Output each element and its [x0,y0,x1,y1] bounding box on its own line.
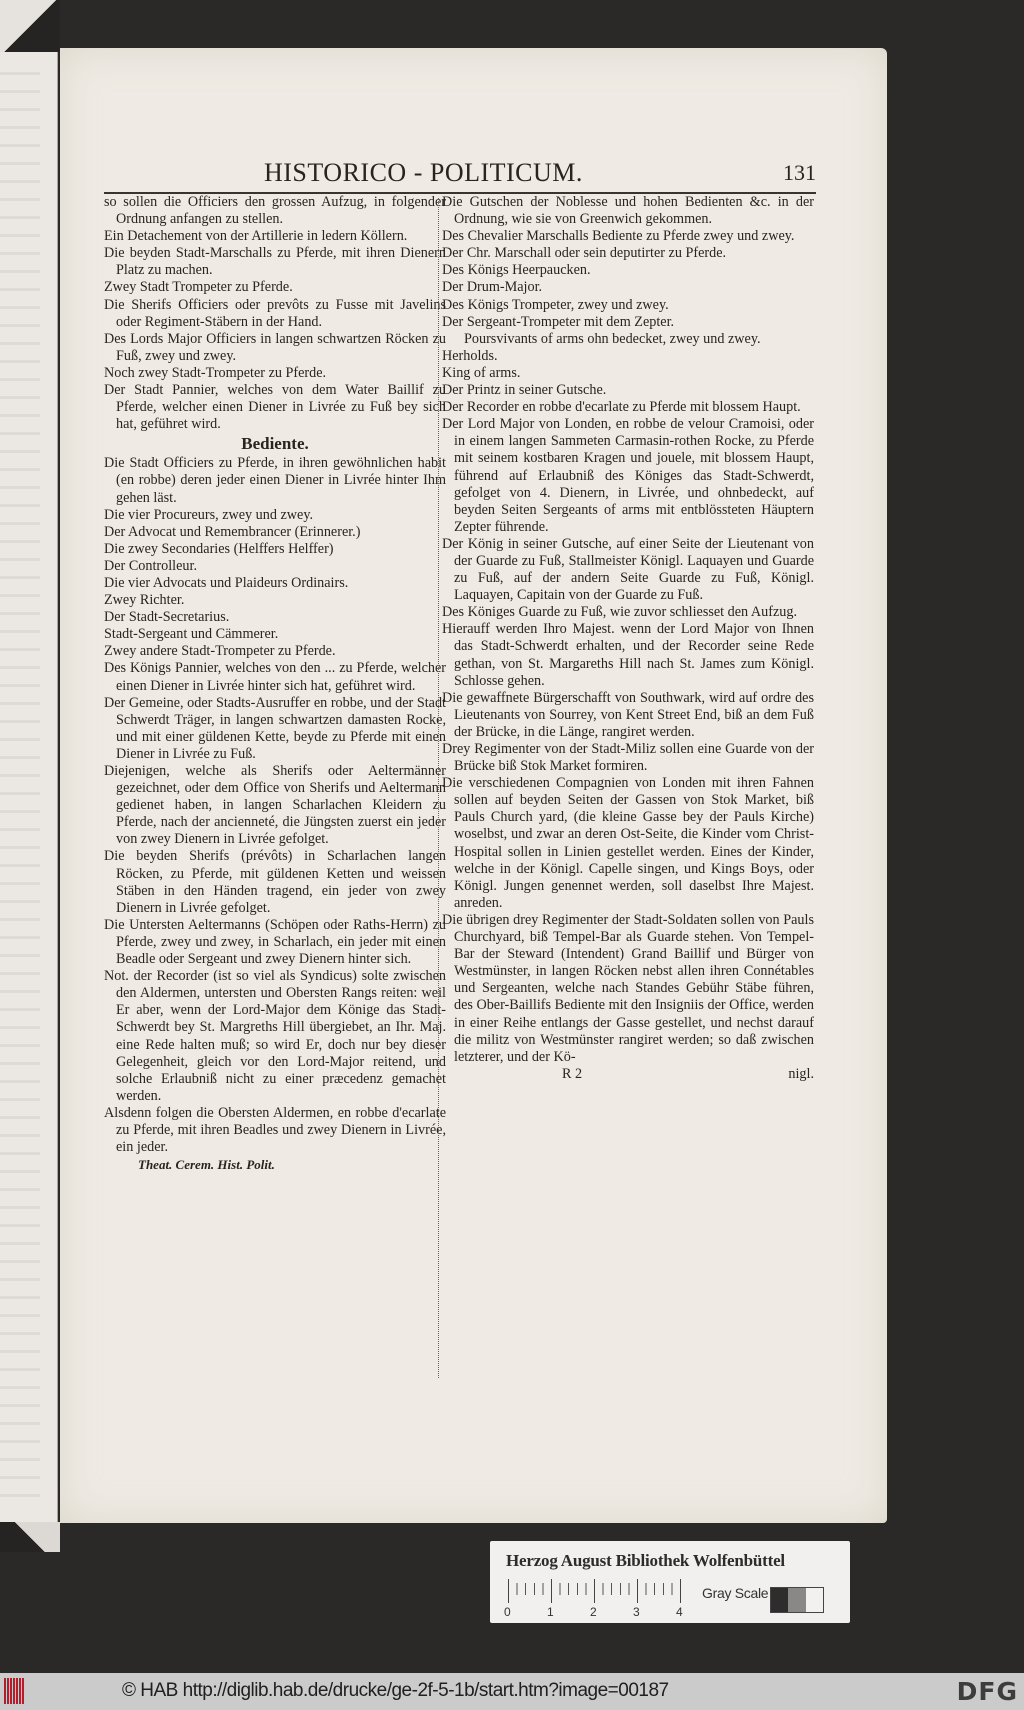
signature-mark: R 2 [562,1065,583,1082]
page-foot-line [442,1066,814,1083]
running-title: HISTORICO - POLITICUM. [264,158,583,187]
procession-entry: Der Controlleur. [104,557,197,574]
procession-entry: Die beyden Stadt-Marschalls zu Pferde, mit ihren Dienern Platz zu machen. [104,245,446,279]
procession-entry: Des Königs Trompeter, zwey und zwey. [442,296,669,313]
procession-entry: Der Sergeant-Trompeter mit dem Zepter. [442,313,675,330]
procession-entry: Poursvivants of arms ohn bedecket, zwey und zwey. [464,330,761,347]
procession-entry: Stadt-Sergeant und Cämmerer. [104,626,279,643]
catchword: nigl. [788,1065,814,1082]
procession-entry: Des Königs Pannier, welches von den ... zu Pferde, welcher einen Diener in Livrée hinter sich hat, geführet wird. [104,660,446,694]
source-citation: Theat. Cerem. Hist. Polit. [138,1157,275,1173]
procession-entry: Die Stadt Officiers zu Pferde, in ihren gewöhnlichen habit (en robbe) deren jeder einen Diener in Livrée hinter Ihm gehen läst. [104,455,446,506]
footer-bar [0,1673,1024,1710]
left-column [104,194,446,1173]
swatch-mid [788,1588,805,1612]
procession-entry: Der Printz in seiner Gutsche. [442,382,607,399]
procession-entry: Der König in seiner Gutsche, auf einer Seite der Lieutenant von der Guarde zu Fuß, Stallmeister Königl. Laquayen und Guarde zu Fuß, auf der andern Seite Guarde zu Fuß, Königl. Laquayen, Capitain von der Guarde zu Fuß. [442,535,814,604]
ruler-label: 1 [547,1605,554,1619]
bleed-through-text [0,72,40,1502]
procession-entry: Der Drum-Major. [442,279,543,296]
procession-entry: so sollen die Officiers den grossen Aufzug, in folgender Ordnung anfangen zu stellen. [104,194,446,228]
ruler-label: 3 [633,1605,640,1619]
procession-entry: Die Sherifs Officiers oder prevôts zu Fusse mit Javelins oder Regiment-Stäbern in der Hand. [104,296,446,330]
ruler-major-tick [551,1579,552,1603]
ruler-major-tick [680,1579,681,1603]
page-header [104,158,816,194]
procession-entry: Der Stadt-Secretarius. [104,609,230,626]
procession-entry: Alsdenn folgen die Obersten Aldermen, en robbe d'ecarlate zu Pferde, mit ihren Beadles und zwey Dienern in Livrée, ein jeder. [104,1104,446,1156]
procession-entry: Der Advocat und Remembrancer (Erinnerer.) [104,523,361,540]
procession-entry: Der Chr. Marschall oder sein deputirter zu Pferde. [442,245,727,262]
ruler-major-tick [508,1579,509,1603]
copyright-url[interactable]: © HAB http://diglib.hab.de/drucke/ge-2f-5-1b/start.htm?image=00187 [122,1680,669,1701]
ruler-label: 0 [504,1605,511,1619]
procession-entry: Des Chevalier Marschalls Bediente zu Pferde zwey und zwey. [442,228,795,245]
ruler-scale [508,1579,684,1603]
ruler-major-tick [637,1579,638,1603]
procession-entry: Zwey Richter. [104,592,185,609]
hab-logo-icon [4,1678,24,1704]
procession-entry: Des Königes Guarde zu Fuß, wie zuvor schliesset den Aufzug. [442,604,797,621]
ruler-label: 4 [676,1605,683,1619]
procession-entry: Die Gutschen der Noblesse und hohen Bedienten &c. in der Ordnung, wie sie von Greenwich gekommen. [442,194,814,228]
column-divider [438,198,439,1378]
procession-entry: Die verschiedenen Compagnien von Londen mit ihren Fahnen sollen auf beyden Seiten der Gassen von Stok Market, biß Pauls Church yard, (die kleine Gasse bey der Pauls Kirche) woselbst, und zwar an deren Ost-Seite, die Kinder vom Christ-Hospital sollen in Linien gestellet werden. Eines der Kinder, welche in der Königl. Capelle singen, und Kings Boys, oder Königl. Jungen genennet werden, soll daselbst Ihre Majest. anreden. [442,775,814,911]
procession-entry: Der Recorder en robbe d'ecarlate zu Pferde mit blossem Haupt. [442,399,801,416]
procession-entry: Ein Detachement von der Artillerie in ledern Köllern. [104,228,408,245]
procession-entry: Die Untersten Aeltermanns (Schöpen oder Raths-Herrn) zu Pferde, zwey und zwey, in Scharlach, ein jeder mit einen Beadle oder Sergeant und zwey Dienern hinter sich. [104,916,446,968]
ruler-labels [504,1605,694,1619]
procession-entry: Die übrigen drey Regimenter der Stadt-Soldaten sollen von Pauls Churchyard, biß Tempel-Bar als Guarde stehen. Von Tempel-Bar der Steward (Intendent) Grand Baillif und Bürger von Westmünster, in langen Röcken nebst allen ihren Connétables und Sergeanten, welche nach Standes Gebühr Stäbe führen, des Ober-Baillifs Bediente mit den Insigniis der Office, werden in einer Reihe entlangs der Gasse gestellet, und nechst darauf die militz von Westmünster rangiret werden; so daß zwischen letzterer, und der Kö- [442,911,814,1065]
swatch-light [806,1588,823,1612]
procession-entry: Die beyden Sherifs (prévôts) in Scharlachen langen Röcken, zu Pferde, mit güldenen Ketten und weissen Stäben in den Händen tragend, ein jeder von zwey Dienern in Livrée gefolget. [104,848,446,916]
previous-page-edge [0,52,58,1522]
book-page [60,48,887,1523]
previous-page-corner [0,0,60,52]
procession-entry: Die vier Advocats und Plaideurs Ordinairs. [104,574,349,591]
swatch-dark [771,1588,788,1612]
procession-entry: Der Gemeine, oder Stadts-Ausruffer en robbe, und der Stadt Schwerdt Träger, in langen schwartzen damasten Rocke, und mit einer güldenen Kette, beyde zu Pferde mit einen Diener in Livrée zu Fuß. [104,694,446,762]
section-heading: Bediente. [241,434,309,454]
procession-entry: Der Stadt Pannier, welches von dem Water Baillif zu Pferde, welcher einen Diener in Livrée zu Fuß bey sich hat, geführet wird. [104,382,446,433]
page-number: 131 [783,160,816,185]
procession-entry: Des Königs Heerpaucken. [442,262,591,279]
procession-entry: Zwey Stadt Trompeter zu Pferde. [104,279,293,296]
procession-entry: Die vier Procureurs, zwey und zwey. [104,506,314,523]
library-name: Herzog August Bibliothek Wolfenbüttel [506,1551,785,1570]
gray-scale-swatches [770,1587,824,1613]
procession-entry: Die gewaffnete Bürgerschafft von Southwark, wird auf ordre des Lieutenants von Sourrey, von Kent Street End, biß an dem Fuß der Brücke, in die Länge, rangiret werden. [442,689,814,740]
ruler-label: 2 [590,1605,597,1619]
right-column [442,194,814,1083]
procession-entry: Der Lord Major von Londen, en robbe de velour Cramoisi, oder in einem langen Sammeten Carmasin-rothen Rocke, zu Pferde mit seinem kostbaren Kragen und jouele, mit blossem Haupt, führend auf Erlaubniß des Königes das Stadt-Schwerdt, gefolget von 4. Dienern, in Livrée, und ohnbedeckt, auf beyden Seiten Sergeants of arms mit entblössteten Häuptern Zepter führende. [442,416,814,535]
procession-entry: Zwey andere Stadt-Trompeter zu Pferde. [104,643,336,660]
dfg-logo-icon: DFG [956,1677,1018,1706]
previous-page-corner-bottom [0,1522,60,1552]
procession-entry: Hierauff werden Ihro Majest. wenn der Lord Major von Ihnen das Stadt-Schwerdt erhalten, und der Recorder seine Rede gethan, von St. Margareths Hill nach St. James zum Königl. Schlosse gehen. [442,621,814,689]
procession-entry: Herholds. [442,347,498,364]
ruler-major-tick [594,1579,595,1603]
color-calibration-chart [490,1541,850,1623]
procession-entry: Diejenigen, welche als Sherifs oder Aeltermänner gezeichnet, oder dem Office von Sherifs und Aeltermann gedienet haben, in langen Scharlachen Kleidern zu Pferde, nach der ancienneté, die Jüngsten zuerst ein jeder von zwey Dienern in Livrée gefolget. [104,763,446,848]
procession-entry: Drey Regimenter von der Stadt-Miliz sollen eine Guarde von der Brücke biß Stok Market formiren. [442,741,814,775]
procession-entry: Die zwey Secondaries (Helffers Helffer) [104,540,334,557]
gray-scale-label: Gray Scale [702,1585,769,1601]
procession-entry: Des Lords Major Officiers in langen schwartzen Röcken zu Fuß, zwey und zwey. [104,330,446,364]
procession-entry: Noch zwey Stadt-Trompeter zu Pferde. [104,364,327,381]
procession-entry: Not. der Recorder (ist so viel als Syndicus) solte zwischen den Aldermen, untersten und Obersten Rangs reiten: weil Er aber, wenn der Lord-Major dem Könige das Stadt-Schwerdt bey St. Margreths Hill übergiebet, an Ihr. Maj. eine Rede halten muß; so wird Er, doch nur bey dieser Gelegenheit, gleich vor den Lord-Major reitend, und solche Erlaubniß nicht zu einer præcedenz gemachet werden. [104,968,446,1104]
procession-entry: King of arms. [442,364,521,381]
